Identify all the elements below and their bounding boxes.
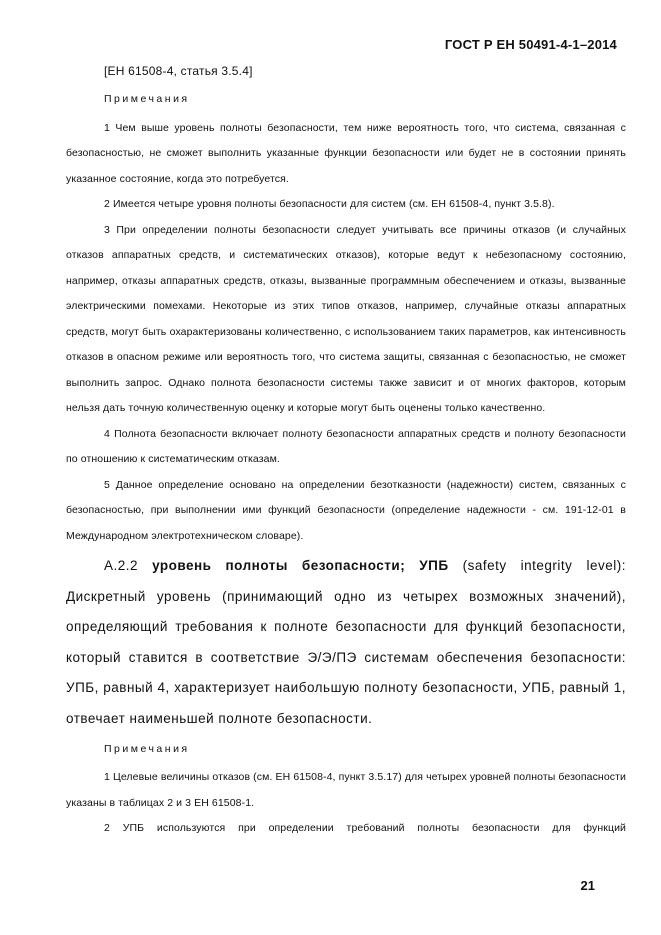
definition-text: Дискретный уровень (принимающий одно из четырех возможных значений), определяющий требования к полноте безопасности для функций безопасности, который ставится в соответствие Э/Э/ПЭ системам обеспечения безопасности: УПБ, равный 4, характеризует наибольшую полноту безопасности, УПБ, равный 1, отвечает наименьшей полноте безопасности. [66,588,626,726]
notes-title-1: Примечания [104,93,190,105]
note-item: 1 Чем выше уровень полноты безопасности, тем ниже вероятность того, что система, связанная с безопасностью, не сможет выполнить указанные функции безопасности или будет не в состоянии принять указанное состояние, когда это потребуется. [66,121,626,185]
note-item: 3 При определении полноты безопасности следует учитывать все причины отказов (и случайных отказов аппаратных средств, и систематических отказов), которые ведут к небезопасному состоянию, например, отказы аппаратных средств, отказы, вызванные программным обеспечением и отказы, вызванные электрическими помехами. Некоторые из этих типов отказов, например, случайные отказы аппаратных средств, могут быть охарактеризованы количественно, с использованием таких параметров, как интенсивность отказов в опасном режиме или вероятность того, что система защиты, связанная с безопасностью, не сможет выполнить запрос. Однако полнота безопасности системы также зависит и от многих факторов, которым нельзя дать точную количественную оценку и которые могут быть оценены только качественно. [66,223,626,414]
source-reference: [ЕН 61508-4, статья 3.5.4] [104,64,253,78]
note-item: 5 Данное определение основано на определении безотказности (надежности) систем, связанных с безопасностью, при выполнении ими функций безопасности (определение надежности - см. 191-12-01 в Международном электротехническом словаре). [66,478,626,542]
page-number: 21 [580,878,595,893]
page-content [66,58,626,842]
note-item: 2 УПБ используются при определении требований полноты безопасности для функций [104,822,626,835]
definition-english: (safety integrity level): [462,558,626,573]
note-item: 4 Полнота безопасности включает полноту безопасности аппаратных средств и полноту безопасности по отношению к систематическим отказам. [66,427,626,465]
note-item: 2 Имеется четыре уровня полноты безопасности для систем (см. ЕН 61508-4, пункт 3.5.8). [104,198,555,210]
notes-title-2: Примечания [104,742,190,755]
definition-term: уровень полноты безопасности; УПБ [152,558,449,573]
standard-header: ГОСТ Р ЕН 50491-4-1–2014 [444,37,617,52]
definition-paragraph [66,551,626,735]
note-item: 1 Целевые величины отказов (см. ЕН 61508-4, пункт 3.5.17) для четырех уровней полноты безопасности указаны в таблицах 2 и 3 ЕН 61508-1. [66,771,626,809]
definition-number: А.2.2 [104,558,139,573]
